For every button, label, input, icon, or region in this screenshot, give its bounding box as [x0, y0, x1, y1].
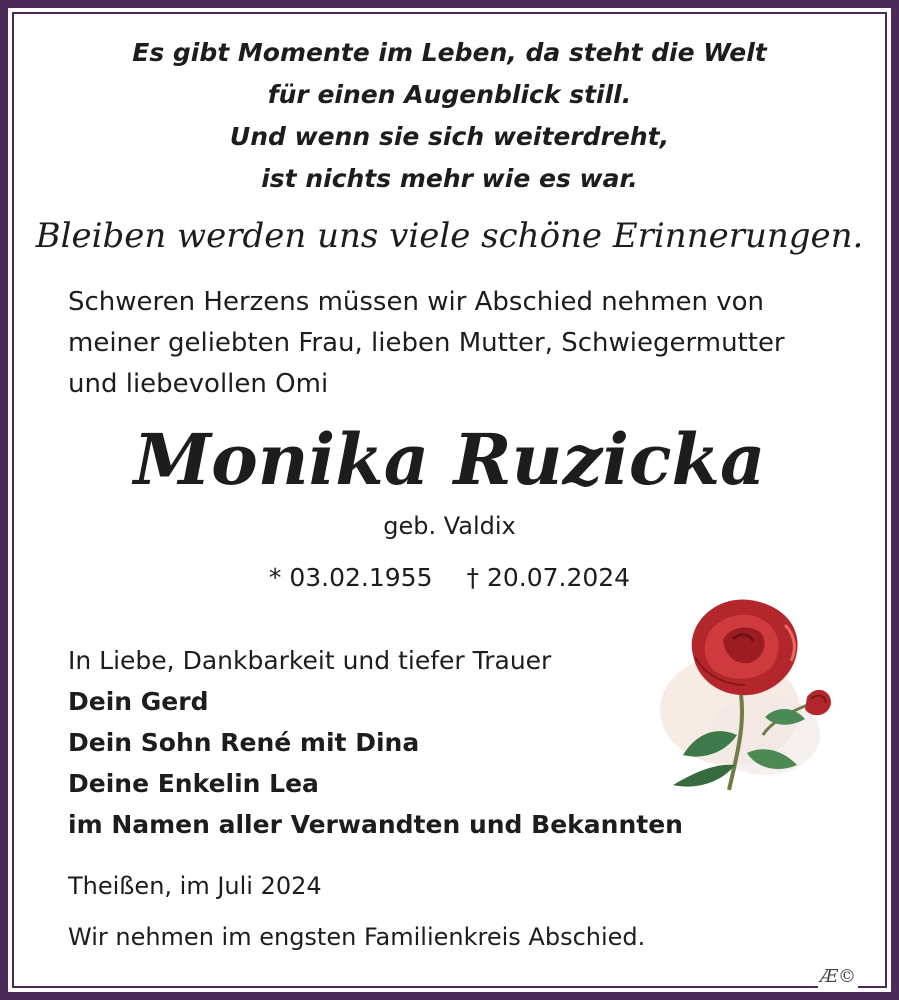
intro-line: meiner geliebten Frau, lieben Mutter, Schwiegermutter — [68, 328, 785, 358]
birth-date: * 03.02.1955 — [268, 563, 433, 592]
poem-line: für einen Augenblick still. — [267, 80, 632, 109]
poem-line: Es gibt Momente im Leben, da steht die Welt — [132, 38, 767, 67]
publisher-logo: Æ© — [820, 966, 857, 987]
poem-line: ist nichts mehr wie es war. — [261, 164, 638, 193]
memories-line: Bleiben werden uns viele schöne Erinnerungen. — [35, 216, 864, 256]
place-date: Theißen, im Juli 2024 — [68, 872, 322, 900]
birth-name: geb. Valdix — [383, 512, 516, 540]
intro-text — [68, 282, 848, 405]
rose-illustration-icon — [645, 585, 845, 800]
mourner-name: Dein Sohn René mit Dina — [68, 728, 420, 757]
mourner-name: Dein Gerd — [68, 687, 209, 716]
mourner-name: im Namen aller Verwandten und Bekannten — [68, 810, 683, 839]
deceased-name: Monika Ruzicka — [133, 418, 766, 501]
intro-line: und liebevollen Omi — [68, 369, 329, 399]
death-date: † 20.07.2024 — [466, 563, 631, 592]
mourners — [68, 640, 708, 845]
mourners-intro: In Liebe, Dankbarkeit und tiefer Trauer — [68, 646, 552, 675]
poem — [0, 32, 899, 200]
poem-line: Und wenn sie sich weiterdreht, — [229, 122, 670, 151]
mourner-name: Deine Enkelin Lea — [68, 769, 319, 798]
intro-line: Schweren Herzens müssen wir Abschied nehmen von — [68, 287, 765, 317]
farewell-note: Wir nehmen im engsten Familienkreis Abschied. — [68, 923, 646, 951]
